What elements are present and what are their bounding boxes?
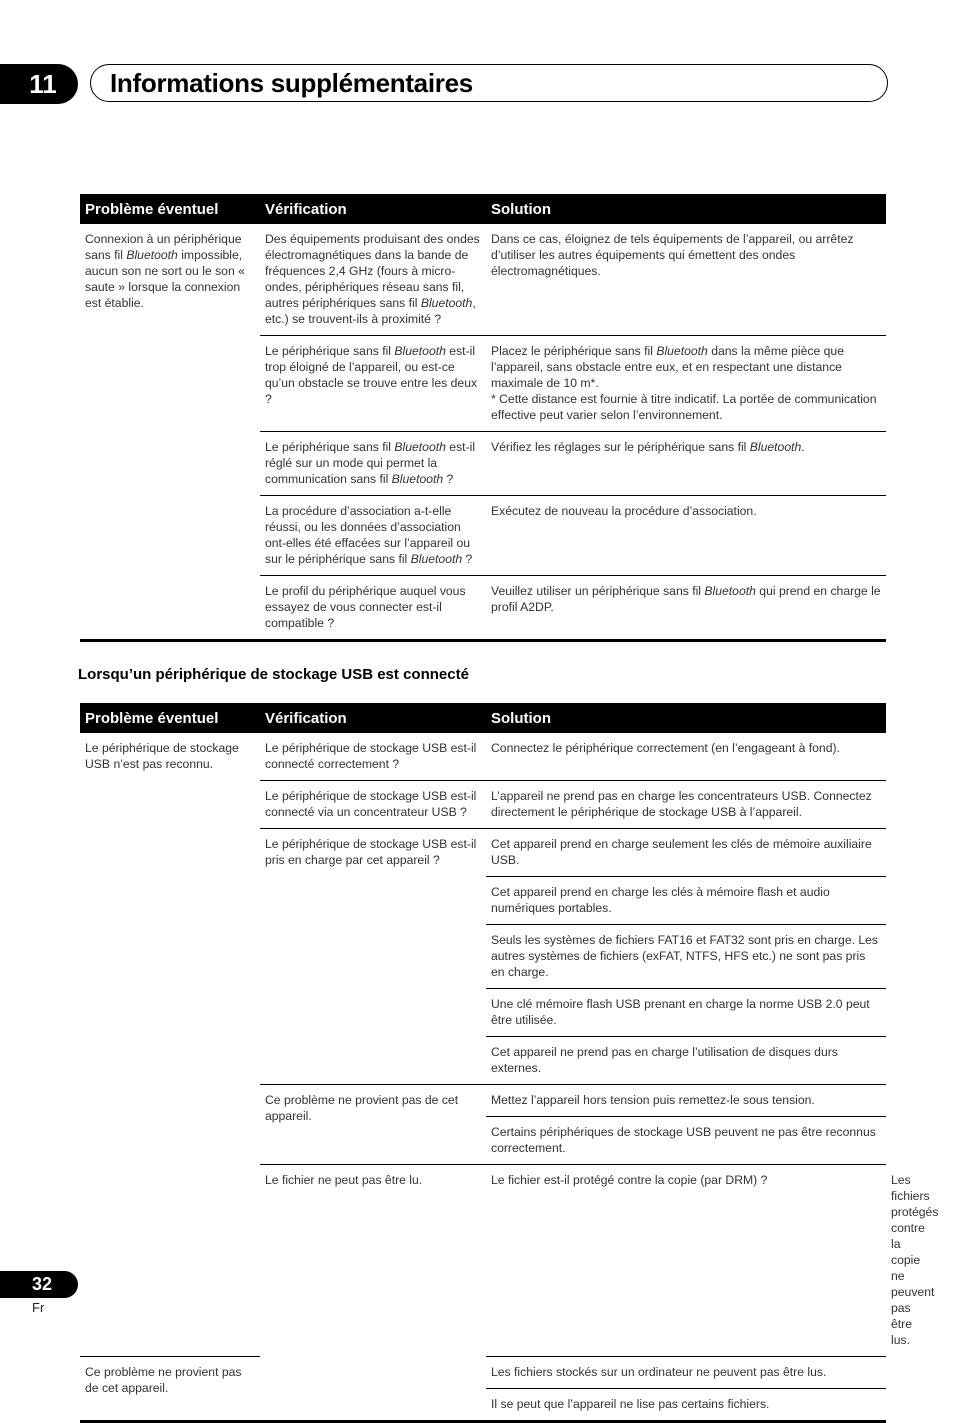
text: Le profil du périphérique auquel vous essayez de vous connecter est-il compatible ? xyxy=(265,584,466,630)
solution-cell: L’appareil ne prend pas en charge les concentrateurs USB. Connectez directement le périphérique de stockage USB à l’appareil. xyxy=(486,781,886,829)
text: Bluetooth xyxy=(410,552,463,566)
solution-cell: Mettez l’appareil hors tension puis remettez-le sous tension. xyxy=(486,1085,886,1117)
chapter-title: Informations supplémentaires xyxy=(110,68,473,98)
solution-cell: Cet appareil prend en charge seulement les clés de mémoire auxiliaire USB. xyxy=(486,829,886,877)
text: Bluetooth xyxy=(420,296,473,310)
solution-cell xyxy=(486,576,886,641)
usb-troubleshooting-table xyxy=(80,703,939,1423)
text: ? xyxy=(443,472,454,486)
text: Placez le périphérique sans fil xyxy=(491,344,657,358)
text: ? xyxy=(462,552,473,566)
text: Bluetooth xyxy=(704,584,756,598)
solution-cell: Une clé mémoire flash USB prenant en charge la norme USB 2.0 peut être utilisée. xyxy=(486,989,886,1037)
text: Vérifiez les réglages sur le périphérique sans fil xyxy=(491,440,750,454)
usb-section-heading: Lorsqu’un périphérique de stockage USB est connecté xyxy=(78,666,469,683)
text: Le périphérique sans fil xyxy=(265,344,395,358)
text: est-il réglé sur un mode qui permet la communication sans fil xyxy=(265,440,476,486)
text: Dans ce cas, éloignez de tels équipements de l’appareil, ou arrêtez d’utiliser les autres équipements qui émettent des ondes électromagnétiques. xyxy=(491,232,854,278)
page-number: 32 xyxy=(31,1274,53,1294)
table-header-row xyxy=(80,194,886,224)
solution-cell: Les fichiers stockés sur un ordinateur ne peuvent pas être lus. xyxy=(486,1356,886,1388)
header-problem: Problème éventuel xyxy=(80,703,260,733)
check-cell: Le périphérique de stockage USB est-il pris en charge par cet appareil ? xyxy=(260,829,486,1085)
check-cell xyxy=(260,224,486,336)
check-cell: Le périphérique de stockage USB est-il connecté correctement ? xyxy=(260,733,486,781)
solution-cell: Cet appareil ne prend pas en charge l’utilisation de disques durs externes. xyxy=(486,1037,886,1085)
solution-cell xyxy=(486,496,886,576)
text: * Cette distance est fournie à titre indicatif. La portée de communication effective peut varier selon l’environnement. xyxy=(491,392,877,422)
text: dans la même pièce que l’appareil, sans obstacle entre eux, et en respectant une distance maximale de 10 m*. xyxy=(491,344,844,390)
text: Bluetooth xyxy=(394,344,446,358)
table-row: Le fichier ne peut pas être lu. Le fichier est-il protégé contre la copie (par DRM) ? Les fichiers protégés contre la copie ne peuvent pas être lus. xyxy=(80,1165,886,1357)
text: Bluetooth xyxy=(126,248,178,262)
solution-cell: Connectez le périphérique correctement (en l’engageant à fond). xyxy=(486,733,886,781)
check-cell xyxy=(260,576,486,641)
chapter-number-badge xyxy=(0,64,78,104)
header-check: Vérification xyxy=(260,194,486,224)
check-cell xyxy=(260,432,486,496)
text: . xyxy=(801,440,805,454)
solution-cell: Cet appareil prend en charge les clés à mémoire flash et audio numériques portables. xyxy=(486,877,886,925)
check-cell xyxy=(260,496,486,576)
text: Le périphérique sans fil xyxy=(265,440,395,454)
solution-cell xyxy=(486,224,886,336)
check-cell: Le fichier est-il protégé contre la copie (par DRM) ? xyxy=(486,1165,886,1357)
text: impossible, aucun son ne sort ou le son « saute » lorsque la connexion est établie. xyxy=(85,248,245,310)
text: Bluetooth xyxy=(394,440,446,454)
header-problem: Problème éventuel xyxy=(80,194,260,224)
text: , etc.) se trouvent-ils à proximité ? xyxy=(265,296,476,326)
text: Connexion à un périphérique sans fil xyxy=(85,232,242,262)
header-solution: Solution xyxy=(486,703,886,733)
text: Exécutez de nouveau la procédure d’association. xyxy=(491,504,757,518)
problem-cell: Le périphérique de stockage USB n’est pas reconnu. xyxy=(80,733,260,1356)
check-cell: Ce problème ne provient pas de cet appareil. xyxy=(80,1356,260,1421)
problem-cell xyxy=(80,224,260,641)
text: Bluetooth xyxy=(656,344,708,358)
check-cell: Ce problème ne provient pas de cet appareil. xyxy=(260,1085,486,1165)
text: La procédure d’association a-t-elle réussi, ou les données d’association ont-elles été effacées sur l’appareil ou sur le périphérique sans fil xyxy=(265,504,471,566)
text: Des équipements produisant des ondes électromagnétiques dans la bande de fréquences 2,4 GHz (fours à micro-ondes, périphériques réseau sans fil, autres périphériques sans fil xyxy=(265,232,480,310)
solution-cell xyxy=(486,336,886,432)
solution-cell: Il se peut que l’appareil ne lise pas certains fichiers. xyxy=(486,1388,886,1421)
table-row xyxy=(80,224,886,336)
text: Bluetooth xyxy=(391,472,444,486)
bluetooth-troubleshooting-table xyxy=(80,194,886,642)
language-code: Fr xyxy=(32,1300,45,1315)
text: Bluetooth xyxy=(749,440,802,454)
text: qui prend en charge le profil A2DP. xyxy=(491,584,881,614)
check-cell: Le périphérique de stockage USB est-il connecté via un concentrateur USB ? xyxy=(260,781,486,829)
chapter-number: 11 xyxy=(29,69,57,99)
problem-cell: Le fichier ne peut pas être lu. xyxy=(260,1165,486,1422)
header-check: Vérification xyxy=(260,703,486,733)
header-solution: Solution xyxy=(486,194,886,224)
table-row xyxy=(80,733,886,781)
solution-cell: Seuls les systèmes de fichiers FAT16 et FAT32 sont pris en charge. Les autres systèmes de fichiers (exFAT, NTFS, HFS etc.) ne sont pas pris en charge. xyxy=(486,925,886,989)
table-header-row xyxy=(80,703,886,733)
text: Veuillez utiliser un périphérique sans fil xyxy=(491,584,705,598)
page-number-badge xyxy=(0,1271,78,1298)
solution-cell xyxy=(486,432,886,496)
check-cell xyxy=(260,336,486,432)
text: est-il trop éloigné de l’appareil, ou est-ce qu’un obstacle se trouve entre les deux ? xyxy=(265,344,478,406)
solution-cell: Certains périphériques de stockage USB peuvent ne pas être reconnus correctement. xyxy=(486,1117,886,1165)
